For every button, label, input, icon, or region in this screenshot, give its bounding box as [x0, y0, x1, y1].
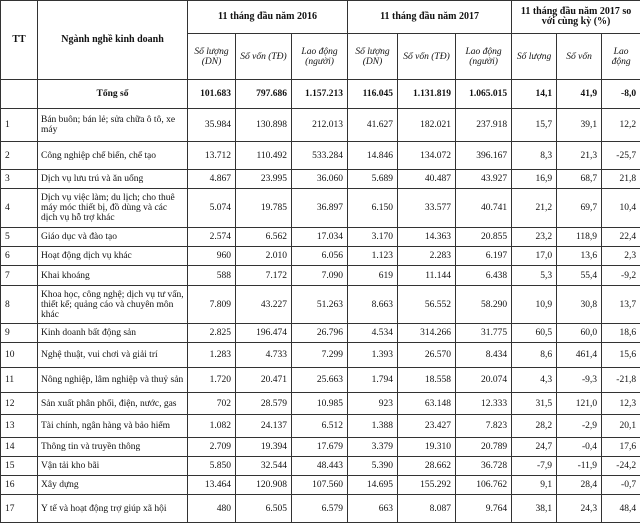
sector-name: Hoạt động dịch vụ khác — [38, 247, 188, 266]
value-cell: 12,2 — [602, 109, 640, 142]
value-cell: 21,8 — [602, 170, 640, 189]
table-row — [1, 142, 640, 170]
value-cell: 26.570 — [398, 343, 456, 368]
row-number: 7 — [1, 266, 38, 286]
value-cell: 134.072 — [398, 142, 456, 170]
value-cell: 3.379 — [348, 438, 398, 457]
value-cell: 12.333 — [456, 393, 512, 415]
value-cell: 21,2 — [512, 189, 557, 228]
table-row — [1, 324, 640, 343]
value-cell: 32.544 — [236, 457, 292, 476]
header-tt: TT — [1, 1, 38, 80]
table-row — [1, 343, 640, 368]
sector-name: Thông tin và truyền thông — [38, 438, 188, 457]
value-cell: 18,6 — [602, 324, 640, 343]
value-cell: 36.897 — [292, 189, 348, 228]
value-cell: 23.995 — [236, 170, 292, 189]
value-cell: 118,9 — [557, 228, 602, 247]
value-cell: 461,4 — [557, 343, 602, 368]
sector-name: Bán buôn; bán lẻ; sửa chữa ô tô, xe máy — [38, 109, 188, 142]
total-value: 1.157.213 — [292, 80, 348, 109]
value-cell: 1.393 — [348, 343, 398, 368]
value-cell: 15,7 — [512, 109, 557, 142]
value-cell: 24,7 — [512, 438, 557, 457]
total-value: -8,0 — [602, 80, 640, 109]
value-cell: 6.505 — [236, 495, 292, 523]
table-row — [1, 476, 640, 495]
value-cell: 21,3 — [557, 142, 602, 170]
table-row — [1, 266, 640, 286]
row-number: 6 — [1, 247, 38, 266]
header-sector: Ngành nghề kinh doanh — [38, 1, 188, 80]
value-cell: 48,4 — [602, 495, 640, 523]
header-sub-cmp-labor: Lao động — [602, 34, 640, 80]
value-cell: -21,8 — [602, 368, 640, 393]
sector-name: Nghệ thuật, vui chơi và giải trí — [38, 343, 188, 368]
value-cell: 5.850 — [188, 457, 236, 476]
value-cell: 26.796 — [292, 324, 348, 343]
value-cell: 923 — [348, 393, 398, 415]
value-cell: 10,4 — [602, 189, 640, 228]
value-cell: 9,1 — [512, 476, 557, 495]
value-cell: 69,7 — [557, 189, 602, 228]
value-cell: 28.579 — [236, 393, 292, 415]
sector-name: Dịch vụ việc làm; du lịch; cho thuê máy móc thiết bị, đồ dùng và các dịch vụ hỗ trợ khác — [38, 189, 188, 228]
value-cell: 212.013 — [292, 109, 348, 142]
value-cell: 7.299 — [292, 343, 348, 368]
value-cell: 1.794 — [348, 368, 398, 393]
sector-name: Nông nghiệp, lâm nghiệp và thuỷ sản — [38, 368, 188, 393]
value-cell: 23.427 — [398, 415, 456, 438]
value-cell: 110.492 — [236, 142, 292, 170]
value-cell: 22,4 — [602, 228, 640, 247]
row-number: 16 — [1, 476, 38, 495]
value-cell: 4,3 — [512, 368, 557, 393]
value-cell: 1.720 — [188, 368, 236, 393]
value-cell: 106.762 — [456, 476, 512, 495]
value-cell: 31.775 — [456, 324, 512, 343]
table-row — [1, 228, 640, 247]
table-body — [1, 80, 640, 523]
header-sub-cmp-capital: Số vốn — [557, 34, 602, 80]
value-cell: -0,7 — [602, 476, 640, 495]
value-cell: 120.908 — [236, 476, 292, 495]
value-cell: 480 — [188, 495, 236, 523]
sector-name: Khai khoáng — [38, 266, 188, 286]
row-number: 14 — [1, 438, 38, 457]
value-cell: 58.290 — [456, 286, 512, 324]
value-cell: 24.137 — [236, 415, 292, 438]
value-cell: 107.560 — [292, 476, 348, 495]
value-cell: 41.627 — [348, 109, 398, 142]
sector-name: Sản xuất phân phối, điện, nước, gas — [38, 393, 188, 415]
sector-name: Vận tải kho bãi — [38, 457, 188, 476]
value-cell: 7.809 — [188, 286, 236, 324]
table-row — [1, 247, 640, 266]
sector-name: Kinh doanh bất động sản — [38, 324, 188, 343]
value-cell: 8,3 — [512, 142, 557, 170]
value-cell: 20.471 — [236, 368, 292, 393]
value-cell: 8.663 — [348, 286, 398, 324]
header-sub-2017-capital: Số vốn (TĐ) — [398, 34, 456, 80]
header-group-2017: 11 tháng đầu năm 2017 — [348, 1, 512, 34]
total-value: 797.686 — [236, 80, 292, 109]
value-cell: 40.741 — [456, 189, 512, 228]
value-cell: 60,5 — [512, 324, 557, 343]
value-cell: 196.474 — [236, 324, 292, 343]
value-cell: 5.689 — [348, 170, 398, 189]
value-cell: 663 — [348, 495, 398, 523]
value-cell: 13.464 — [188, 476, 236, 495]
row-number: 13 — [1, 415, 38, 438]
table-row — [1, 189, 640, 228]
total-value: 1.131.819 — [398, 80, 456, 109]
row-number: 9 — [1, 324, 38, 343]
total-tt-cell — [1, 80, 38, 109]
value-cell: 9.764 — [456, 495, 512, 523]
table-row — [1, 368, 640, 393]
value-cell: 396.167 — [456, 142, 512, 170]
value-cell: 60,0 — [557, 324, 602, 343]
value-cell: 2.010 — [236, 247, 292, 266]
value-cell: 314.266 — [398, 324, 456, 343]
value-cell: 17.679 — [292, 438, 348, 457]
row-number: 10 — [1, 343, 38, 368]
value-cell: 1.123 — [348, 247, 398, 266]
value-cell: 8.087 — [398, 495, 456, 523]
value-cell: -2,9 — [557, 415, 602, 438]
value-cell: 40.487 — [398, 170, 456, 189]
value-cell: 7.090 — [292, 266, 348, 286]
value-cell: 5.390 — [348, 457, 398, 476]
value-cell: 11.144 — [398, 266, 456, 286]
value-cell: 533.284 — [292, 142, 348, 170]
total-row — [1, 80, 640, 109]
value-cell: 23,2 — [512, 228, 557, 247]
row-number: 4 — [1, 189, 38, 228]
value-cell: 16,9 — [512, 170, 557, 189]
header-sub-cmp-count: Số lượng — [512, 34, 557, 80]
value-cell: 182.021 — [398, 109, 456, 142]
value-cell: -24,2 — [602, 457, 640, 476]
value-cell: 25.663 — [292, 368, 348, 393]
sector-name: Giáo dục và đào tạo — [38, 228, 188, 247]
value-cell: 30,8 — [557, 286, 602, 324]
table-row — [1, 457, 640, 476]
sector-name: Công nghiệp chế biến, chế tạo — [38, 142, 188, 170]
value-cell: 14.695 — [348, 476, 398, 495]
value-cell: 24,3 — [557, 495, 602, 523]
value-cell: 7.823 — [456, 415, 512, 438]
row-number: 17 — [1, 495, 38, 523]
value-cell: 7.172 — [236, 266, 292, 286]
value-cell: -9,2 — [602, 266, 640, 286]
value-cell: 19.785 — [236, 189, 292, 228]
value-cell: 6.056 — [292, 247, 348, 266]
value-cell: 2,3 — [602, 247, 640, 266]
header-sub-2017-count: Số lượng (DN) — [348, 34, 398, 80]
table-row — [1, 286, 640, 324]
value-cell: 5,3 — [512, 266, 557, 286]
row-number: 12 — [1, 393, 38, 415]
value-cell: 2.283 — [398, 247, 456, 266]
value-cell: 10.985 — [292, 393, 348, 415]
value-cell: 20.789 — [456, 438, 512, 457]
value-cell: 1.283 — [188, 343, 236, 368]
value-cell: 17,0 — [512, 247, 557, 266]
table-row — [1, 415, 640, 438]
value-cell: 43.927 — [456, 170, 512, 189]
value-cell: 130.898 — [236, 109, 292, 142]
value-cell: 121,0 — [557, 393, 602, 415]
value-cell: 6.562 — [236, 228, 292, 247]
value-cell: 588 — [188, 266, 236, 286]
value-cell: 20.855 — [456, 228, 512, 247]
value-cell: 17,6 — [602, 438, 640, 457]
value-cell: 2.825 — [188, 324, 236, 343]
value-cell: 8.434 — [456, 343, 512, 368]
header-sub-2017-labor: Lao động (người) — [456, 34, 512, 80]
value-cell: 1.388 — [348, 415, 398, 438]
value-cell: 56.552 — [398, 286, 456, 324]
value-cell: 35.984 — [188, 109, 236, 142]
value-cell: 31,5 — [512, 393, 557, 415]
value-cell: 8,6 — [512, 343, 557, 368]
value-cell: 14.363 — [398, 228, 456, 247]
value-cell: 36.728 — [456, 457, 512, 476]
value-cell: 6.512 — [292, 415, 348, 438]
value-cell: 4.867 — [188, 170, 236, 189]
header-sub-2016-capital: Số vốn (TĐ) — [236, 34, 292, 80]
value-cell: 36.060 — [292, 170, 348, 189]
value-cell: 39,1 — [557, 109, 602, 142]
value-cell: 13.712 — [188, 142, 236, 170]
value-cell: 13,7 — [602, 286, 640, 324]
total-value: 14,1 — [512, 80, 557, 109]
header-group-comparison: 11 tháng đầu năm 2017 so với cùng kỳ (%) — [512, 1, 640, 34]
table-row — [1, 170, 640, 189]
value-cell: 33.577 — [398, 189, 456, 228]
total-label: Tổng số — [38, 80, 188, 109]
value-cell: 43.227 — [236, 286, 292, 324]
table-row — [1, 495, 640, 523]
row-number: 3 — [1, 170, 38, 189]
value-cell: 237.918 — [456, 109, 512, 142]
value-cell: 19.394 — [236, 438, 292, 457]
value-cell: 13,6 — [557, 247, 602, 266]
sector-name: Dịch vụ lưu trú và ăn uống — [38, 170, 188, 189]
sector-name: Khoa học, công nghệ; dịch vụ tư vấn, thiết kế; quảng cáo và chuyên môn khác — [38, 286, 188, 324]
value-cell: 6.150 — [348, 189, 398, 228]
sector-name: Y tế và hoạt động trợ giúp xã hội — [38, 495, 188, 523]
table-row — [1, 393, 640, 415]
value-cell: 15,6 — [602, 343, 640, 368]
value-cell: 1.082 — [188, 415, 236, 438]
table-row — [1, 109, 640, 142]
value-cell: 48.443 — [292, 457, 348, 476]
value-cell: 19.310 — [398, 438, 456, 457]
value-cell: 55,4 — [557, 266, 602, 286]
value-cell: 619 — [348, 266, 398, 286]
value-cell: -9,3 — [557, 368, 602, 393]
row-number: 8 — [1, 286, 38, 324]
row-number: 5 — [1, 228, 38, 247]
value-cell: 20.074 — [456, 368, 512, 393]
table-row — [1, 438, 640, 457]
value-cell: 6.579 — [292, 495, 348, 523]
row-number: 11 — [1, 368, 38, 393]
value-cell: 18.558 — [398, 368, 456, 393]
total-value: 1.065.015 — [456, 80, 512, 109]
value-cell: 10,9 — [512, 286, 557, 324]
value-cell: 6.438 — [456, 266, 512, 286]
value-cell: 4.534 — [348, 324, 398, 343]
row-number: 15 — [1, 457, 38, 476]
total-value: 101.683 — [188, 80, 236, 109]
value-cell: 2.574 — [188, 228, 236, 247]
value-cell: 17.034 — [292, 228, 348, 247]
value-cell: 28,2 — [512, 415, 557, 438]
value-cell: -25,7 — [602, 142, 640, 170]
value-cell: 68,7 — [557, 170, 602, 189]
value-cell: -7,9 — [512, 457, 557, 476]
row-number: 2 — [1, 142, 38, 170]
header-sub-2016-labor: Lao động (người) — [292, 34, 348, 80]
value-cell: 28,4 — [557, 476, 602, 495]
total-value: 41,9 — [557, 80, 602, 109]
total-value: 116.045 — [348, 80, 398, 109]
header-sub-2016-count: Số lượng (DN) — [188, 34, 236, 80]
value-cell: -0,4 — [557, 438, 602, 457]
value-cell: 4.733 — [236, 343, 292, 368]
row-number: 1 — [1, 109, 38, 142]
value-cell: 702 — [188, 393, 236, 415]
value-cell: 155.292 — [398, 476, 456, 495]
sector-name: Tài chính, ngân hàng và bảo hiểm — [38, 415, 188, 438]
header-group-2016: 11 tháng đầu năm 2016 — [188, 1, 348, 34]
sector-name: Xây dựng — [38, 476, 188, 495]
value-cell: 14.846 — [348, 142, 398, 170]
value-cell: 51.263 — [292, 286, 348, 324]
value-cell: 3.170 — [348, 228, 398, 247]
value-cell: 63.148 — [398, 393, 456, 415]
value-cell: 28.662 — [398, 457, 456, 476]
value-cell: 5.074 — [188, 189, 236, 228]
value-cell: 960 — [188, 247, 236, 266]
value-cell: -11,9 — [557, 457, 602, 476]
value-cell: 20,1 — [602, 415, 640, 438]
value-cell: 2.709 — [188, 438, 236, 457]
value-cell: 6.197 — [456, 247, 512, 266]
value-cell: 38,1 — [512, 495, 557, 523]
value-cell: 12,3 — [602, 393, 640, 415]
